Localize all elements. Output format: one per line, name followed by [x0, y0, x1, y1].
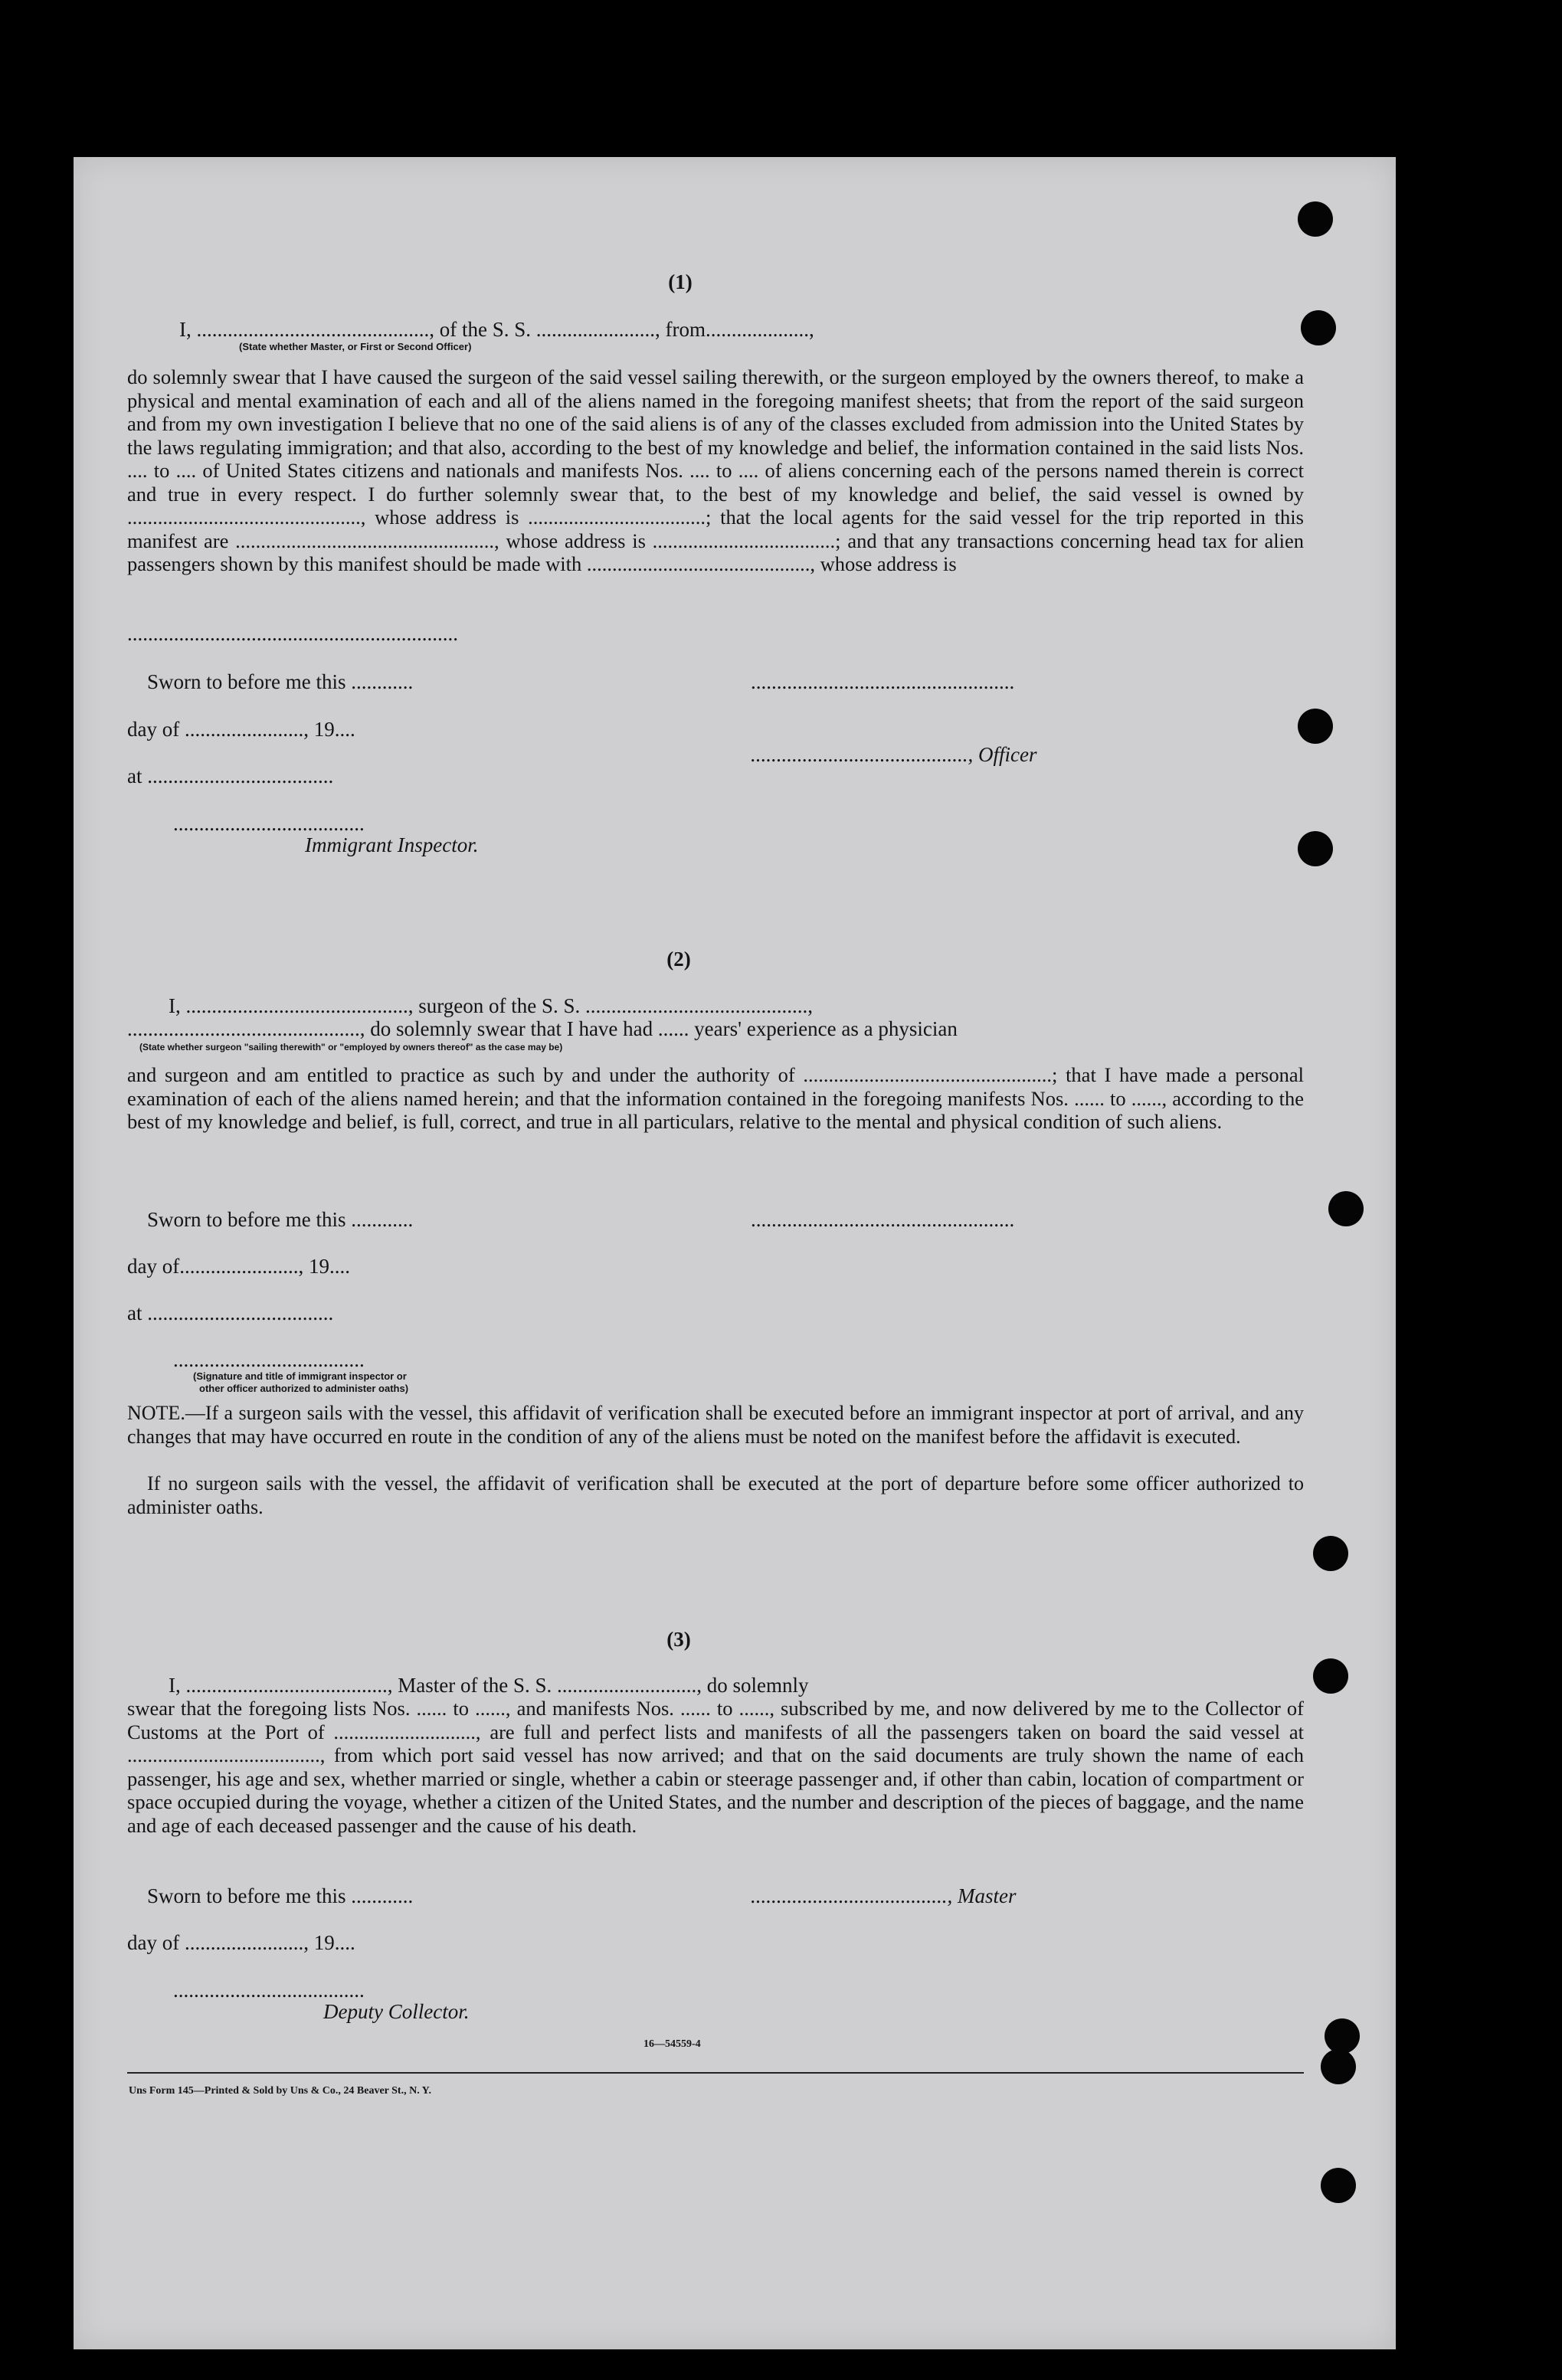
section-3-collector-dots: .....................................	[173, 1979, 365, 2002]
section-1-at: at ....................................	[127, 764, 334, 787]
section-2-day: day of......................., 19....	[127, 1255, 350, 1278]
section-1-inspector-dots: .....................................	[173, 812, 365, 835]
section-1-day: day of ......................., 19....	[127, 718, 355, 741]
section-2-sworn: Sworn to before me this ............	[147, 1208, 414, 1231]
section-3-master-line: ......................................, Master	[751, 1884, 1017, 1907]
section-1-signature-line: ...................................................	[751, 670, 1015, 693]
section-3-body: swear that the foregoing lists Nos. ...... to ......, and manifests Nos. ...... to ......, subscribed by me, and now delivered by me to the Collector of Customs at the Port of ............................, are full and perfect lists and manifests of all the passengers taken on board the said vessel at ......................................, from which port said vessel has now arrived; and that on the said documents are truly shown the name of each passenger, his age and sex, whether married or single, whether a cabin or steerage passenger and, if other than cabin, location of compartment or space occupied during the voyage, whether a citizen of the United States, and the number and description of the pieces of baggage, and the name and age of each deceased passenger and the cause of his death.	[127, 1697, 1304, 1837]
section-3-number: (3)	[666, 1628, 691, 1651]
section-1-officer	[751, 743, 1036, 766]
deputy-collector-label: Deputy Collector.	[323, 2000, 470, 2023]
form-code: 16—54559-4	[643, 2038, 701, 2050]
section-2-at: at ....................................	[127, 1301, 334, 1324]
section-3-line-1: I, ......................................., Master of the S. S. ..........................., do solemnly	[169, 1674, 809, 1697]
section-2-caption: (State whether surgeon "sailing therewith" or "employed by owners thereof" as the case may be)	[139, 1042, 563, 1053]
immigrant-inspector-label: Immigrant Inspector.	[305, 833, 479, 856]
section-1-caption: (State whether Master, or First or Second Officer)	[239, 341, 472, 352]
section-2-number: (2)	[666, 948, 691, 971]
binder-hole	[1321, 2168, 1356, 2203]
manifest-page	[74, 157, 1396, 2349]
binder-hole	[1313, 1658, 1348, 1694]
binder-hole	[1298, 201, 1333, 237]
section-1-body: do solemnly swear that I have caused the surgeon of the said vessel sailing therewith, or the surgeon employed by the owners thereof, to make a physical and mental examination of each and all of the aliens named in the foregoing manifest sheets; that from the report of the said surgeon and from my own investigation I believe that no one of the said aliens is of any of the classes excluded from admission into the United States by the laws regulating immigration; and that also, according to the best of my knowledge and belief, the information contained in the said lists Nos. .... to .... of United States citizens and nationals and manifests Nos. .... to .... of aliens concerning each of the persons named therein is correct and true in every respect. I do further solemnly swear that, to the best of my knowledge and belief, the said vessel is owned by .............................................., whose address is ...................................; that the local agents for the said vessel for the trip reported in this manifest are ..................................................., whose address is ....................................; and that any transactions concerning head tax for alien passengers shown by this manifest should be made with ............................................, whose address is	[127, 365, 1304, 575]
note-paragraph-2: If no surgeon sails with the vessel, the affidavit of verification shall be executed at the port of departure before some officer authorized to administer oaths.	[127, 1472, 1304, 1518]
section-3-sworn: Sworn to before me this ............	[147, 1884, 414, 1907]
binder-hole	[1313, 1536, 1348, 1571]
binder-hole	[1301, 310, 1336, 345]
binder-hole	[1321, 2049, 1356, 2084]
binder-hole	[1325, 2018, 1360, 2054]
section-1-trailing-dots: ................................................................	[127, 622, 458, 645]
section-2-signature-dots: .....................................	[173, 1348, 365, 1371]
section-2-line-2: ............................................., do solemnly swear that I have had ...... years' experience as a physician	[127, 1017, 958, 1040]
section-2-signature-caption-2: other officer authorized to administer oaths)	[199, 1383, 409, 1394]
footer-rule	[127, 2072, 1304, 2074]
binder-hole	[1328, 1191, 1364, 1226]
section-2-signature-caption-1: (Signature and title of immigrant inspector or	[193, 1370, 407, 1382]
binder-hole	[1298, 709, 1333, 744]
section-1-officer-line: .........................................., Officer	[751, 743, 1037, 766]
section-1-sworn: Sworn to before me this ............	[147, 670, 414, 693]
section-2-line-1: I, ..........................................., surgeon of the S. S. ...........................................,	[169, 994, 813, 1017]
section-3-day: day of ......................., 19....	[127, 1931, 355, 1954]
section-1-number: (1)	[668, 270, 693, 293]
section-2-signature-line: ...................................................	[751, 1208, 1015, 1231]
section-2-body: and surgeon and am entitled to practice as such by and under the authority of .................................................; that I have made a personal examination of each of the aliens named herein; and that the information contained in the foregoing manifests Nos. ...... to ......, according to the best of my knowledge and belief, is full, correct, and true in all particulars, relative to the mental and physical condition of such aliens.	[127, 1063, 1304, 1133]
binder-hole	[1298, 831, 1333, 866]
printer-imprint: Uns Form 145—Printed & Sold by Uns & Co., 24 Beaver St., N. Y.	[129, 2085, 431, 2097]
note-paragraph-1: NOTE.—If a surgeon sails with the vessel, this affidavit of verification shall be executed before an immigrant inspector at port of arrival, and any changes that may have occurred en route in the condition of any of the aliens must be noted on the manifest before the affidavit is executed.	[127, 1402, 1304, 1448]
section-1-line: I, ............................................., of the S. S. ......................., from....................,	[179, 318, 814, 341]
